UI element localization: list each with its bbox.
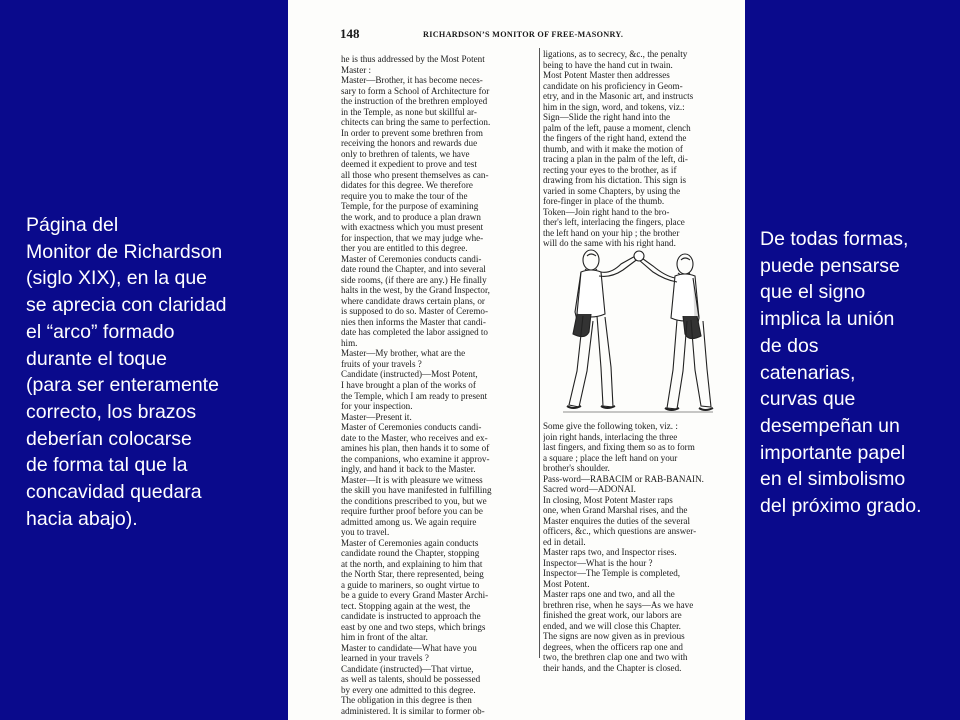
page-text-line: candidate is instructed to approach the [341, 611, 481, 622]
page-text-line: Master raps two, and Inspector rises. [543, 547, 677, 558]
page-text-line: the skill you have manifested in fulfilling [341, 485, 492, 496]
page-text-line: ther you are entitled to this degree. [341, 243, 468, 254]
left-mason-figure [567, 250, 639, 408]
right-caption-line: implica la unión [760, 308, 895, 331]
page-text-line: admitted among us. We again require [341, 516, 477, 527]
page-text-line: didates for this degree. We therefore [341, 180, 473, 191]
page-text-line: side rooms, (if there are any.) He finally [341, 274, 487, 285]
page-text-line: The obligation in this degree is then [341, 695, 472, 706]
page-text-line: with exactness which you must present [341, 222, 484, 233]
left-caption-line: se aprecia con claridad [26, 294, 227, 317]
right-caption-line: desempeñan un [760, 414, 900, 437]
page-text-line: fore-finger in place of the thumb. [543, 196, 665, 207]
page-text-line: Pass-word—RABACIM or RAB-BANAIN. [543, 473, 704, 484]
page-text-line: the companions, who examine it approv- [341, 453, 490, 464]
page-text-line: at the north, and explaining to him that [341, 558, 483, 569]
page-text-line: Master—Brother, it has become neces- [341, 75, 483, 86]
page-text-line: being to have the hand cut in twain. [543, 59, 673, 70]
page-text-line: candidate on his proficiency in Geom- [543, 80, 683, 91]
page-text-line: finished the great work, our labors are [543, 610, 682, 621]
page-text-line: degrees, when the officers rap one and [543, 641, 683, 652]
page-text-line: varied in some Chapters, by using the [543, 185, 681, 196]
page-text-line: him in front of the altar. [341, 632, 428, 643]
page-text-line: by every one admitted to this degree. [341, 684, 476, 695]
right-caption-line: del próximo grado. [760, 495, 922, 518]
page-text-line: brother's shoulder. [543, 463, 610, 474]
page-text-line: Master : [341, 64, 372, 75]
page-text-line: receiving the honors and rewards due [341, 138, 478, 149]
page-text-line: Most Potent. [543, 578, 590, 589]
right-mason-figure [639, 254, 713, 410]
page-text-line: chitects can bring the same to perfection. [341, 117, 491, 128]
page-text-line: be a guide to every Grand Master Archi- [341, 590, 489, 601]
page-text-line: I have brought a plan of the works of [341, 379, 476, 390]
page-text-line: join right hands, interlacing the three [543, 431, 678, 442]
page-text-line: he is thus addressed by the Most Potent [341, 54, 485, 64]
page-text-line: as well as talents, should be possessed [341, 674, 481, 685]
page-text-line: amines his plan, then hands it to some of [341, 443, 490, 454]
page-text-line: thumb, and with it make the motion of [543, 143, 683, 154]
left-caption-line: de forma tal que la [26, 454, 188, 477]
page-text-line: the work, and to produce a plan drawn [341, 211, 481, 222]
left-caption-line: durante el toque [26, 347, 167, 370]
page-text-line: require further proof before you can be [341, 506, 483, 517]
page-text-line: is supposed to do so. Master of Ceremo- [341, 306, 488, 317]
page-text-line: Sacred word—ADONAI. [543, 484, 636, 495]
left-caption-line: (siglo XIX), en la que [26, 267, 208, 290]
page-text-line: sary to form a School of Architecture for [341, 85, 490, 96]
page-text-line: for your inspection. [341, 401, 413, 412]
page-text-line: all those who present themselves as can- [341, 169, 489, 180]
page-text-line: Inspector—What is the hour ? [543, 557, 653, 568]
page-text-line: officers, &c., which questions are answer- [543, 526, 697, 537]
left-caption-line: hacia abajo). [26, 507, 138, 530]
page-text-line: their hands, and the Chapter is closed. [543, 662, 682, 673]
page-text-line: ther's left, interlacing the fingers, place [543, 217, 685, 228]
right-caption [760, 226, 960, 520]
running-head: RICHARDSON’S MONITOR OF FREE-MASONRY. [423, 30, 624, 39]
right-caption-line: de dos [760, 334, 819, 357]
right-caption-line: importante papel [760, 441, 906, 464]
page-text-line: Master of Ceremonies again conducts [341, 537, 479, 548]
left-caption-line: concavidad quedara [26, 481, 202, 504]
page-number: 148 [340, 26, 360, 41]
page-text-line: etry, and in the Masonic art, and instructs [543, 91, 694, 102]
page-text-line: nies then informs the Master that candi- [341, 316, 486, 327]
page-text-line: halts in the west, by the Grand Inspector, [341, 285, 490, 296]
page-text-line: candidate round the Chapter, stopping [341, 548, 480, 559]
left-caption-line: deberían colocarse [26, 427, 192, 450]
page-text-line: the instruction of the brethren employed [341, 96, 488, 107]
page-text-line: require you to make the tour of the [341, 190, 468, 201]
page-text-line: In order to prevent some brethren from [341, 127, 483, 138]
page-text-line: Sign—Slide the right hand into the [543, 112, 671, 123]
column-divider [539, 48, 540, 658]
book-page-scan [288, 0, 745, 720]
right-caption-line: catenarias, [760, 361, 856, 384]
page-text-line: tracing a plan in the palm of the left, di- [543, 154, 688, 165]
left-caption-line: Monitor de Richardson [26, 240, 223, 263]
right-caption-line: curvas que [760, 388, 856, 411]
page-text-line: the North Star, there represented, being [341, 569, 484, 580]
page-text-line: him. [341, 337, 358, 348]
page-text-line: date round the Chapter, and into several [341, 264, 486, 275]
page-text-line: one, when Grand Marshal rises, and the [543, 505, 688, 516]
left-caption-line: Página del [26, 214, 119, 236]
page-text-line: palm of the left, pause a moment, clench [543, 122, 691, 133]
page-text-line: deemed it expedient to prove and test [341, 159, 477, 170]
right-column-top-text [543, 49, 739, 249]
page-text-line: Candidate (instructed)—Most Potent, [341, 369, 478, 380]
left-caption-line: correcto, los brazos [26, 400, 197, 423]
page-text-line: Master—Present it. [341, 411, 412, 422]
page-text-line: The signs are now given as in previous [543, 631, 685, 642]
masonic-token-illustration-icon [543, 236, 733, 418]
page-text-line: Temple, for the purpose of examining [341, 201, 479, 212]
page-text-line: ed in detail. [543, 536, 586, 547]
page-text-line: you to travel. [341, 527, 390, 538]
page-text-line: date has completed the labor assigned to [341, 327, 488, 338]
right-caption-line: en el simbolismo [760, 468, 906, 491]
page-text-line: drawing from his dictation. This sign is [543, 175, 687, 186]
page-text-line: Inspector—The Temple is completed, [543, 568, 681, 579]
page-text-line: learned in your travels ? [341, 653, 429, 664]
page-text-line: administered. It is similar to former ob- [341, 705, 485, 716]
page-text-line: two, the brethren clap one and two with [543, 652, 688, 663]
page-text-line: Master of Ceremonies conducts candi- [341, 422, 482, 433]
page-text-line: the Temple, which I am ready to present [341, 390, 488, 401]
page-text-line: the left hand on your hip ; the brother [543, 227, 680, 238]
page-text-line: Token—Join right hand to the bro- [543, 206, 670, 217]
page-text-line: Master—My brother, what are the [341, 348, 466, 359]
page-text-line: date to the Master, who receives and ex- [341, 432, 488, 443]
page-text-line: a square ; place the left hand on your [543, 452, 678, 463]
page-text-line: east by one and two steps, which brings [341, 621, 486, 632]
right-caption-line: que el signo [760, 281, 866, 304]
page-text-line: recting your eyes to the brother, as if [543, 164, 677, 175]
page-text-line: him in the sign, word, and tokens, viz.: [543, 101, 685, 112]
page-text-line: for inspection, that we may judge whe- [341, 232, 484, 243]
page-text-line: ligations, as to secrecy, &c., the penalty [543, 49, 688, 59]
page-text-line: last fingers, and fixing them so as to form [543, 442, 695, 453]
page-text-line: Master raps one and two, and all the [543, 589, 675, 600]
left-caption-line: (para ser enteramente [26, 374, 219, 397]
page-text-line: Some give the following token, viz. : [543, 421, 678, 431]
page-text-line: in the Temple, as none but skillful ar- [341, 106, 477, 117]
left-caption-line: el “arco” formado [26, 320, 175, 343]
page-text-line: the fingers of the right hand, extend the [543, 133, 687, 144]
page-text-line: fruits of your travels ? [341, 358, 422, 369]
page-text-line: will do the same with his right hand. [543, 238, 676, 249]
page-text-line: In closing, Most Potent Master raps [543, 494, 673, 505]
page-text-line: Candidate (instructed)—That virtue, [341, 663, 474, 674]
page-text-line: brethren rise, when he says—As we have [543, 599, 694, 610]
page-text-line: Master enquires the duties of the several [543, 515, 690, 526]
page-text-line: Master to candidate—What have you [341, 642, 477, 653]
page-text-line: a guide to mariners, so ought virtue to [341, 579, 480, 590]
right-caption-line: De todas formas, [760, 228, 909, 250]
page-text-line: Most Potent Master then addresses [543, 70, 670, 81]
right-caption-line: puede pensarse [760, 254, 900, 277]
left-caption [26, 212, 288, 532]
page-text-line: where candidate draws certain plans, or [341, 295, 485, 306]
page-text-line: the conditions prescribed to you, but we [341, 495, 487, 506]
page-text-line: Master—It is with pleasure we witness [341, 474, 483, 485]
page-text-line: ingly, and hand it back to the Master. [341, 464, 476, 475]
page-text-line: Master of Ceremonies conducts candi- [341, 253, 482, 264]
page-text-line: tect. Stopping again at the west, the [341, 600, 471, 611]
page-text-line: only to brethren of talents, we have [341, 148, 470, 159]
left-column-text [341, 54, 537, 716]
right-column-bottom-text [543, 421, 739, 673]
page-text-line: ended, and we will close this Chapter. [543, 620, 681, 631]
